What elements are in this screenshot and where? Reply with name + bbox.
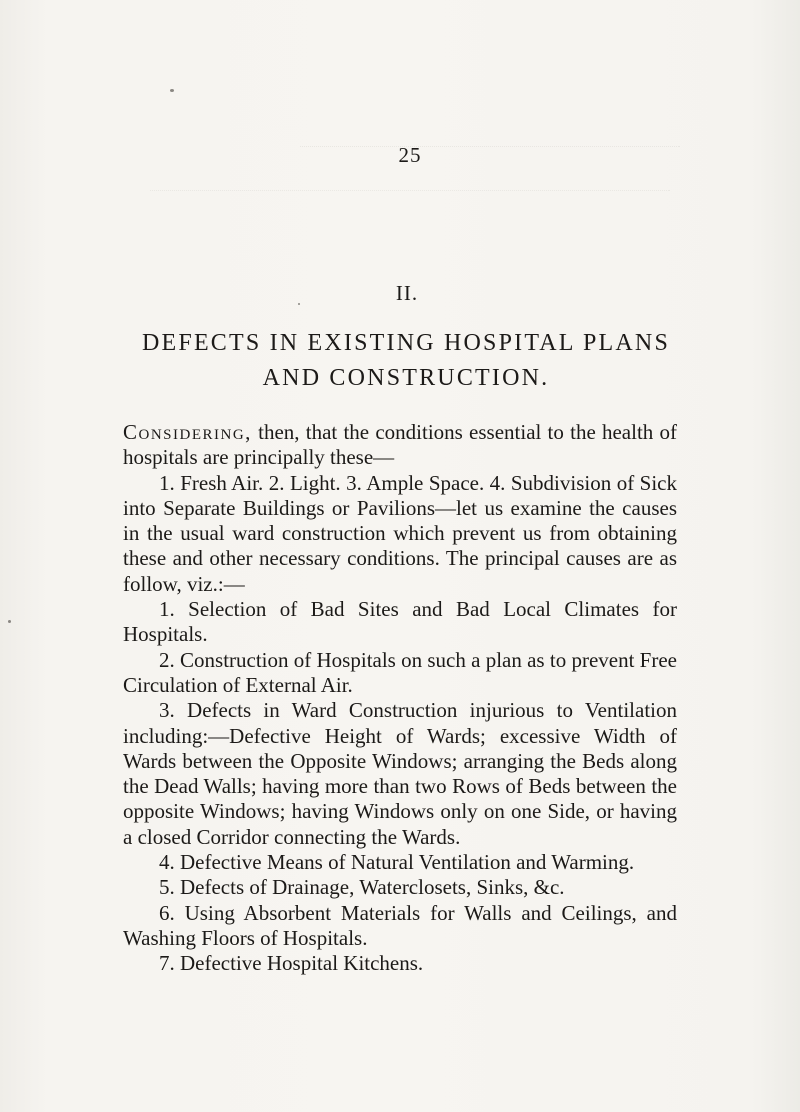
paper-speck xyxy=(170,89,174,92)
chapter-title-line-2: AND CONSTRUCTION. xyxy=(262,365,550,391)
intro-text: then, that the conditions essential to the health of hospitals are principally these— xyxy=(123,420,677,470)
cause-item: 1. Selection of Bad Sites and Bad Local Climates for Hospitals. xyxy=(123,597,677,647)
cause-item: 2. Construction of Hospitals on such a plan as to prevent Free Circulation of External Air. xyxy=(123,647,677,697)
page-number: 25 xyxy=(398,143,422,167)
cause-item: 4. Defective Means of Natural Ventilation and Warming. xyxy=(159,850,635,875)
section-number: II. xyxy=(395,281,419,305)
bleed-through-lines xyxy=(150,190,670,231)
paper-speck xyxy=(8,620,11,623)
chapter-title-line-1: DEFECTS IN EXISTING HOSPITAL PLANS xyxy=(142,330,670,356)
paper-speck xyxy=(298,303,300,305)
cause-item: 3. Defects in Ward Construction injurious to Ventilation including:—Defective Height of Wards; excessive Width of Wards between the Opposite Windows; arranging the Beds along the Dead Walls; having more than two Rows of Beds between the opposite Windows; having Windows only on one Side, or having a closed Corridor connecting the Wards. xyxy=(123,698,677,849)
cause-item: 7. Defective Hospital Kitchens. xyxy=(159,951,424,976)
body-text xyxy=(123,420,677,977)
cause-item: 5. Defects of Drainage, Waterclosets, Sinks, &c. xyxy=(159,875,565,900)
cause-item: 6. Using Absorbent Materials for Walls and Ceilings, and Washing Floors of Hospitals. xyxy=(123,900,677,950)
lead-word: Considering, xyxy=(123,420,252,444)
conditions-paragraph: 1. Fresh Air. 2. Light. 3. Ample Space. 4. Subdivision of Sick into Separate Buildings or Pavilions—let us examine the causes in the usual ward construction which prevent us from obtaining these and other necessary conditions. The principal causes are as follow, viz.:— xyxy=(123,470,677,596)
intro-paragraph xyxy=(123,420,677,471)
